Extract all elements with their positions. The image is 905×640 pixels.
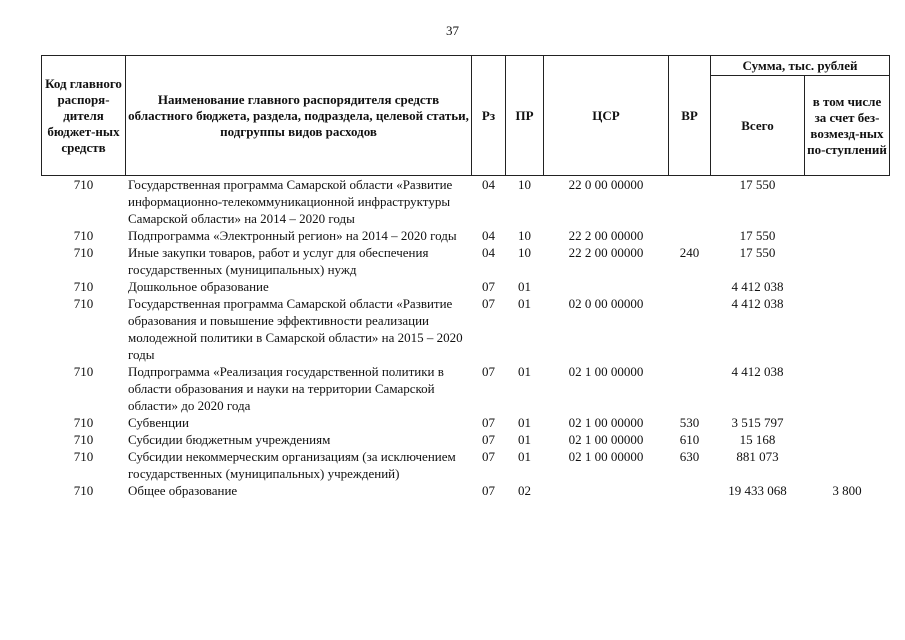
table-row — [42, 244, 890, 278]
table-body — [42, 176, 890, 500]
row-csr: 22 0 00 00000 — [568, 177, 644, 192]
row-free — [805, 448, 890, 482]
row-code: 710 — [73, 279, 94, 294]
row-vr: 630 — [679, 449, 700, 464]
row-total: 15 168 — [739, 432, 776, 447]
budget-table — [41, 55, 890, 499]
row-rz: 07 — [482, 432, 495, 447]
row-csr: 02 0 00 00000 — [568, 296, 644, 311]
row-code: 710 — [73, 228, 94, 243]
row-code: 710 — [73, 177, 94, 192]
row-code: 710 — [73, 364, 94, 379]
row-vr — [669, 176, 711, 228]
row-code: 710 — [73, 415, 94, 430]
row-csr: 02 1 00 00000 — [568, 449, 644, 464]
table-row — [42, 176, 890, 228]
row-vr: 240 — [679, 245, 700, 260]
row-free — [805, 176, 890, 228]
row-vr — [669, 482, 711, 499]
row-rz: 07 — [482, 449, 495, 464]
row-rz: 04 — [482, 228, 495, 243]
row-name: Иные закупки товаров, работ и услуг для обеспечения государственных (муниципальных) нужд — [128, 245, 429, 277]
row-total: 19 433 068 — [728, 483, 787, 498]
row-csr — [544, 278, 669, 295]
row-name: Подпрограмма «Реализация государственной политики в области образования и науки на территории Самарской области» до 2020 года — [128, 364, 444, 413]
row-rz: 07 — [482, 415, 495, 430]
row-rz: 07 — [482, 364, 495, 379]
row-vr — [669, 227, 711, 244]
row-total: 17 550 — [739, 245, 776, 260]
table-row — [42, 482, 890, 499]
row-pr: 10 — [518, 228, 531, 243]
row-pr: 01 — [518, 296, 531, 311]
row-code: 710 — [73, 449, 94, 464]
header-vr: ВР — [669, 56, 711, 176]
row-vr: 610 — [679, 432, 700, 447]
row-free — [805, 227, 890, 244]
row-free — [805, 414, 890, 431]
row-pr: 01 — [518, 279, 531, 294]
table-row — [42, 278, 890, 295]
row-code: 710 — [73, 432, 94, 447]
table-row — [42, 448, 890, 482]
table-row — [42, 414, 890, 431]
page-number: 37 — [446, 23, 459, 38]
row-code: 710 — [73, 245, 94, 260]
header-rz: Рз — [472, 56, 506, 176]
row-rz: 04 — [482, 177, 495, 192]
row-total: 4 412 038 — [731, 279, 784, 294]
row-rz: 07 — [482, 279, 495, 294]
row-csr — [544, 482, 669, 499]
row-name: Субсидии бюджетным учреждениям — [128, 432, 331, 447]
table-row — [42, 431, 890, 448]
row-total: 4 412 038 — [731, 364, 784, 379]
row-total: 881 073 — [736, 449, 779, 464]
row-name: Государственная программа Самарской области «Развитие образования и повышение эффективности реализации молодежной политики в Самарской области» на 2015 – 2020 годы — [128, 296, 463, 362]
row-name: Субвенции — [128, 415, 189, 430]
row-vr — [669, 278, 711, 295]
header-csr: ЦСР — [544, 56, 669, 176]
row-rz: 07 — [482, 483, 495, 498]
row-pr: 10 — [518, 245, 531, 260]
row-vr — [669, 295, 711, 363]
row-name: Подпрограмма «Электронный регион» на 2014 – 2020 годы — [128, 228, 457, 243]
row-free — [805, 244, 890, 278]
table-row — [42, 295, 890, 363]
row-free: 3 800 — [832, 483, 862, 498]
row-name: Дошкольное образование — [128, 279, 269, 294]
header-total: Всего — [711, 76, 805, 176]
row-free — [805, 363, 890, 414]
row-code: 710 — [73, 483, 94, 498]
header-name: Наименование главного распорядителя средств областного бюджета, раздела, подраздела, целевой статьи, подгруппы видов расходов — [126, 56, 472, 176]
row-csr: 22 2 00 00000 — [568, 245, 644, 260]
table-row — [42, 363, 890, 414]
row-csr: 02 1 00 00000 — [568, 415, 644, 430]
row-total: 4 412 038 — [731, 296, 784, 311]
table-header — [42, 56, 890, 176]
row-code: 710 — [73, 296, 94, 311]
header-sum: Сумма, тыс. рублей — [711, 56, 890, 76]
row-vr: 530 — [679, 415, 700, 430]
row-pr: 01 — [518, 432, 531, 447]
row-pr: 01 — [518, 449, 531, 464]
row-vr — [669, 363, 711, 414]
row-name: Общее образование — [128, 483, 238, 498]
header-free: в том числе за счет без-возмезд-ных по-ступлений — [805, 76, 890, 176]
row-name: Субсидии некоммерческим организациям (за исключением государственных (муниципальных) учреждений) — [128, 449, 456, 481]
header-code: Код главного распоря-дителя бюджет-ных средств — [42, 56, 126, 176]
row-free — [805, 295, 890, 363]
row-csr: 22 2 00 00000 — [568, 228, 644, 243]
row-pr: 10 — [518, 177, 531, 192]
row-csr: 02 1 00 00000 — [568, 364, 644, 379]
row-total: 3 515 797 — [731, 415, 784, 430]
row-free — [805, 278, 890, 295]
row-csr: 02 1 00 00000 — [568, 432, 644, 447]
row-name: Государственная программа Самарской области «Развитие информационно-телекоммуникационной инфраструктуры Самарской области» на 2014 – 2020 годы — [128, 177, 453, 226]
row-rz: 04 — [482, 245, 495, 260]
row-pr: 01 — [518, 415, 531, 430]
row-rz: 07 — [482, 296, 495, 311]
table-row — [42, 227, 890, 244]
row-pr: 01 — [518, 364, 531, 379]
row-free — [805, 431, 890, 448]
row-total: 17 550 — [739, 177, 776, 192]
header-pr: ПР — [506, 56, 544, 176]
row-pr: 02 — [518, 483, 531, 498]
row-total: 17 550 — [739, 228, 776, 243]
